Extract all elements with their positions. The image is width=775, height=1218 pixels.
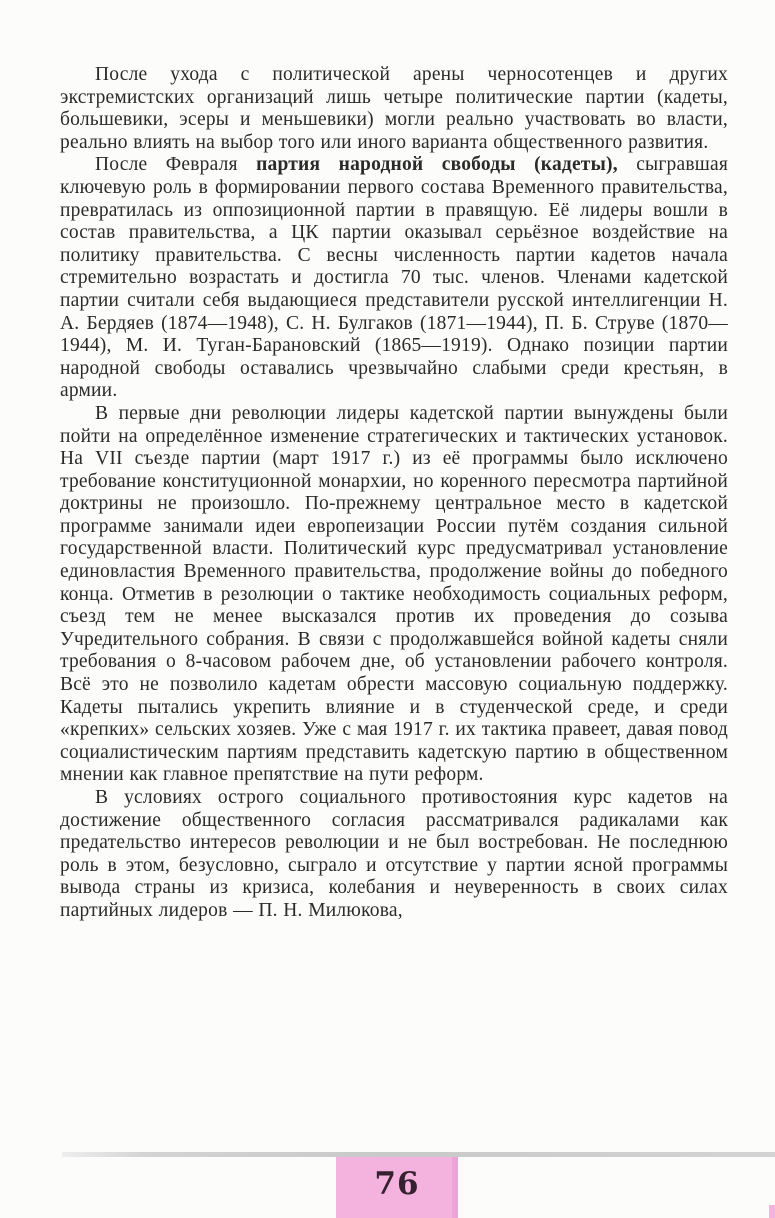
- page-number-box: [336, 1157, 458, 1218]
- paragraph: [60, 154, 728, 403]
- text-run: После ухода с политической арены черносотенцев и других экстремистских организаций лишь четыре политические партии (кадеты, большевики, эсеры и меньшевики) могли реально участвовать во власти, реально влиять на выбор того или иного варианта общественного развития.: [60, 64, 728, 153]
- bottom-right-pink-mark: [769, 1205, 775, 1218]
- paragraph: [60, 403, 728, 787]
- bold-term: партия народной свободы (кадеты),: [256, 154, 618, 176]
- text-run: После Февраля: [95, 154, 257, 176]
- page-number: 76: [374, 1166, 420, 1202]
- text-run: В условиях острого социального противостояния курс кадетов на достижение общественного согласия рассматривался радикалами как предательство интересов революции и не был востребован. Не последнюю роль в этом, безусловно, сыграло и отсутствие у партии ясной программы вывода страны из кризиса, колебания и неуверенность в своих силах партийных лидеров — П. Н. Милюкова,: [60, 787, 728, 921]
- paragraph: [60, 787, 728, 923]
- text-run: сыгравшая ключевую роль в формировании первого состава Временного правительства, превратилась из оппозиционной партии в правящую. Её лидеры вошли в состав правительства, а ЦК партии оказывал серьёзное воздействие на политику правительства. С весны численность партии кадетов начала стремительно возрастать и достигла 70 тыс. членов. Членами кадетской партии считали себя выдающиеся представители русской интеллигенции Н. А. Бердяев (1874—1948), С. Н. Булгаков (1871—1944), П. Б. Струве (1870—1944), М. И. Туган-Барановский (1865—1919). Однако позиции партии народной свободы оставались чрезвычайно слабыми среди крестьян, в армии.: [60, 154, 728, 402]
- text-run: В первые дни революции лидеры кадетской партии вынуждены были пойти на определённое изменение стратегических и тактических установок. На VII съезде партии (март 1917 г.) из её программы было исключено требование конституционной монархии, но коренного пересмотра партийной доктрины не произошло. По-прежнему центральное место в кадетской программе занимали идеи европеизации России путём создания сильной государственной власти. Политический курс предусматривал установление единовластия Временного правительства, продолжение войны до победного конца. Отметив в резолюции о тактике необходимость социальных реформ, съезд тем не менее высказался против их проведения до созыва Учредительного собрания. В связи с продолжавшейся войной кадеты сняли требования о 8-часовом рабочем дне, об установлении рабочего контроля. Всё это не позволило кадетам обрести массовую социальную поддержку. Кадеты пытались укрепить влияние и в студенческой среде, и среди «крепких» сельских хозяев. Уже с мая 1917 г. их тактика правеет, давая повод социалистическим партиям представить кадетскую партию в общественном мнении как главное препятствие на пути реформ.: [60, 402, 728, 786]
- body-text: [60, 64, 728, 923]
- paragraph: [60, 64, 728, 154]
